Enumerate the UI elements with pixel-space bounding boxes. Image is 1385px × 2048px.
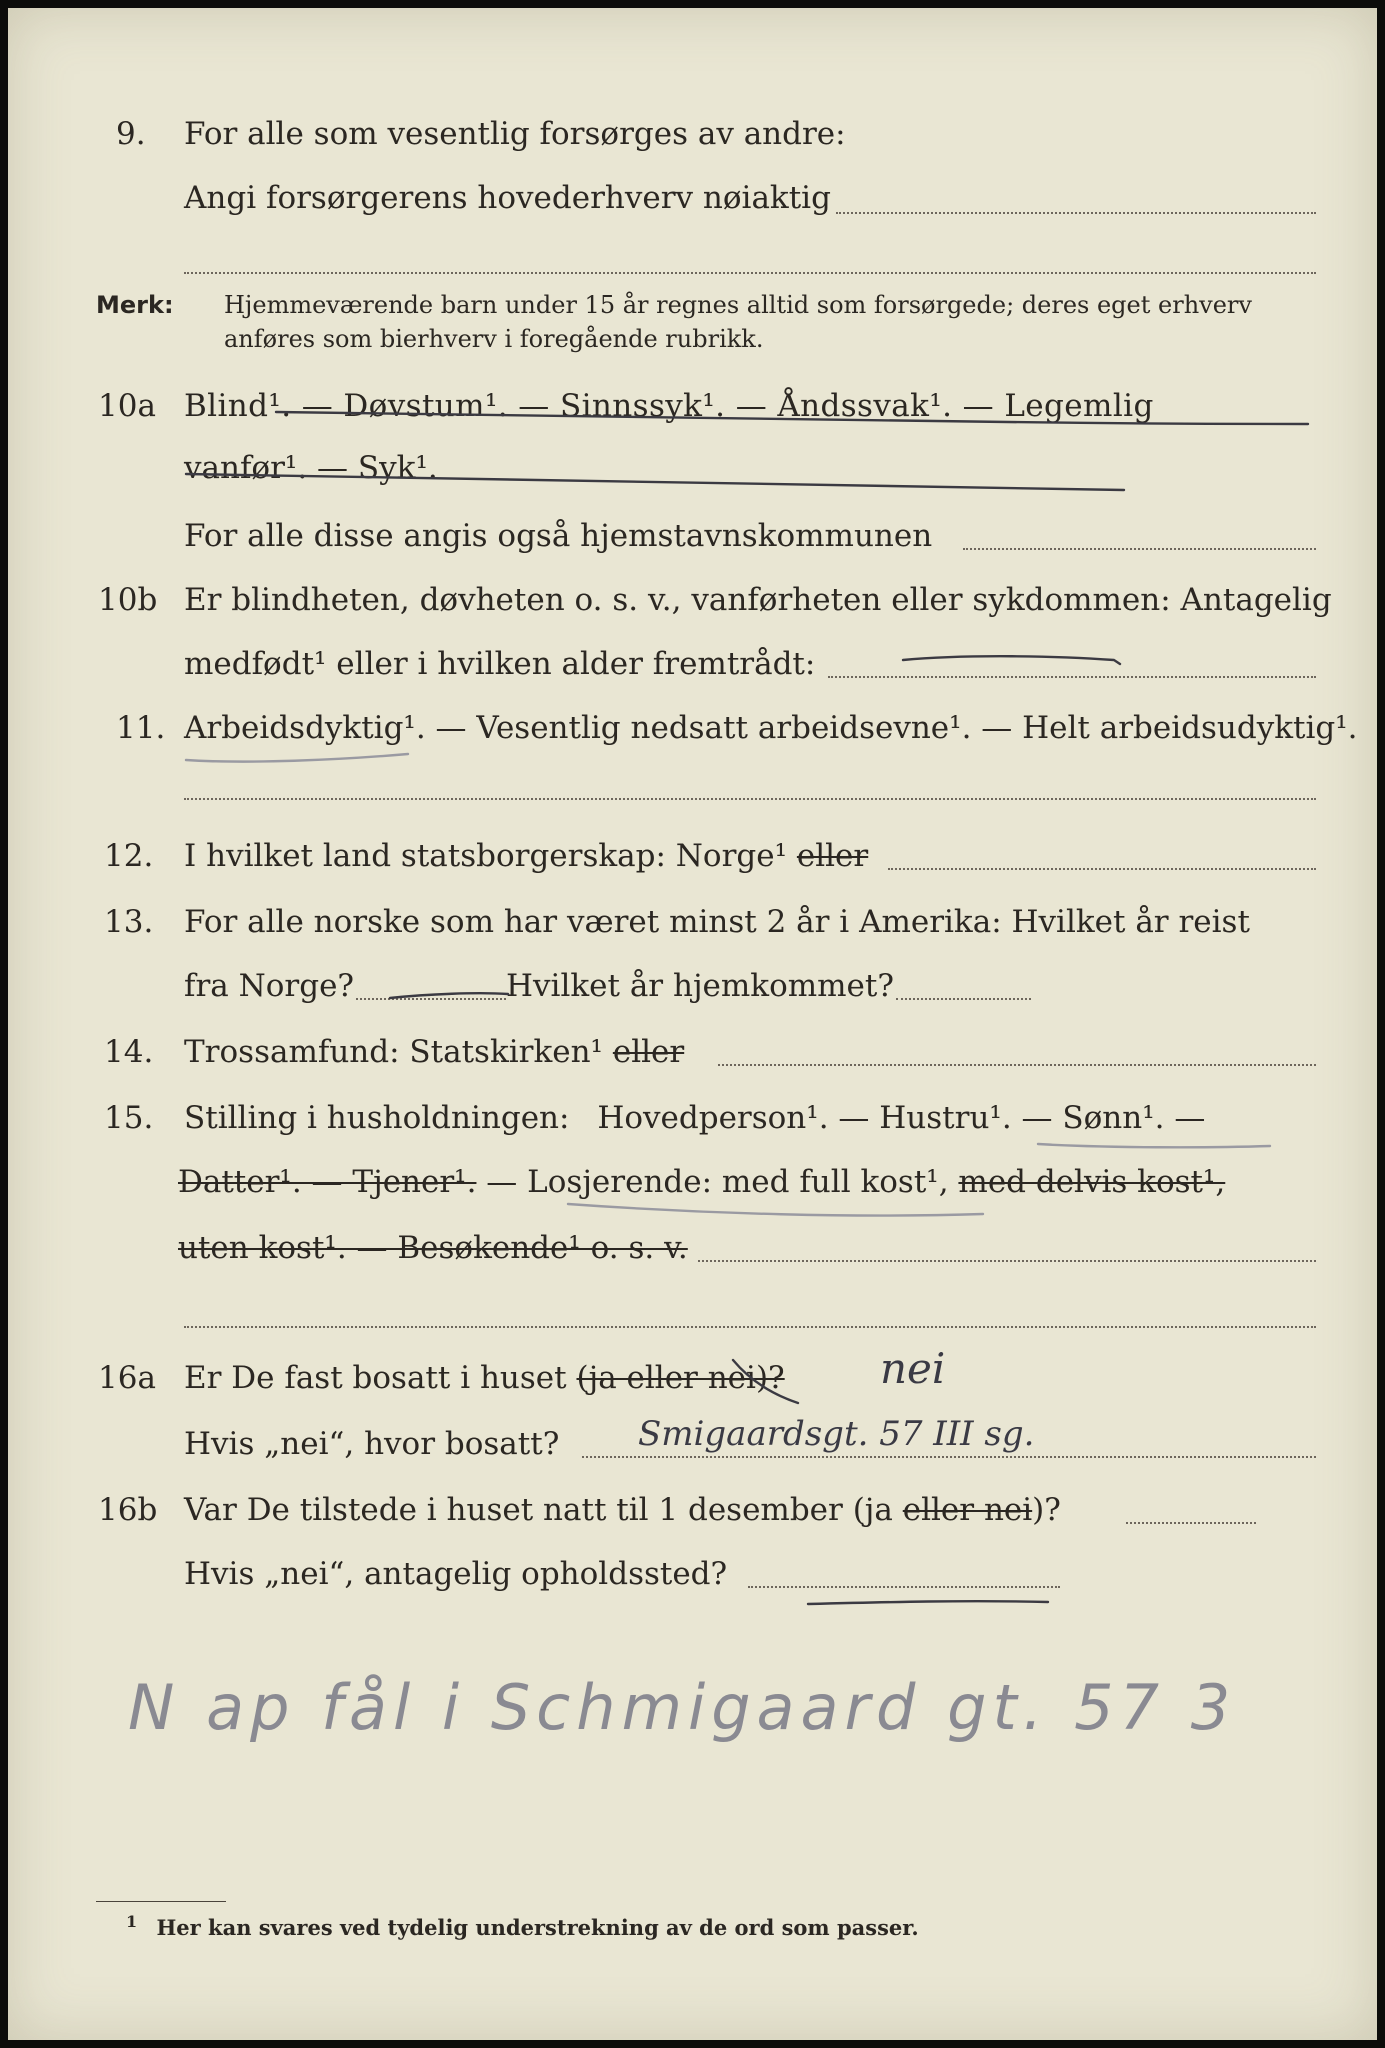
q16a-answer-nei: nei — [880, 1344, 946, 1393]
q16b-question: Var De tilstede i huset natt til 1 desember (ja — [184, 1492, 893, 1528]
q16a-struck-ja-eller-nei: (ja eller nei)? — [576, 1360, 785, 1396]
q10b-number: 10b — [98, 582, 158, 618]
q15-line2 — [178, 1164, 1225, 1200]
q12-struck-eller: eller — [796, 838, 869, 874]
q11-number: 11. — [116, 710, 166, 746]
q16a-answer-line — [582, 1456, 1316, 1458]
q10b-line1: Er blindheten, døvheten o. s. v., vanførheten eller sykdommen: Antagelig — [184, 582, 1332, 618]
q9-number: 9. — [116, 116, 146, 152]
q16a-answer-address: Smigaardsgt. 57 III sg. — [638, 1414, 1035, 1454]
q14-line — [184, 1034, 684, 1070]
q15-struck-datter-tjener: Datter¹. — Tjener¹. — [178, 1164, 477, 1200]
q13-line2a: fra Norge? — [184, 968, 355, 1004]
q16b-line2: Hvis „nei“, antagelig opholdssted? — [184, 1556, 728, 1592]
q12-answer-line — [888, 868, 1316, 870]
q16a-line1 — [184, 1360, 785, 1396]
q16a-line2: Hvis „nei“, hvor bosatt? — [184, 1426, 560, 1462]
footnote-mark: 1 — [126, 1912, 138, 1931]
q10a-line1: Blind¹. — Døvstum¹. — Sinnssyk¹. — Åndssvak¹. — Legemlig — [184, 388, 1154, 424]
q10a-answer-line — [963, 548, 1316, 550]
q16b-answer-line — [1126, 1522, 1256, 1524]
footnote-rule — [96, 1901, 226, 1902]
q16a-question: Er De fast bosatt i huset — [184, 1360, 567, 1396]
q10b-answer-line — [828, 676, 1316, 678]
q15-answer-line — [698, 1260, 1316, 1262]
footnote-text: Her kan svares ved tydelig understrekning av de ord som passer. — [156, 1915, 919, 1940]
q16b-answer-line2 — [748, 1586, 1060, 1588]
q15-label: Stilling i husholdningen: — [184, 1100, 570, 1136]
q15-line1 — [184, 1100, 1205, 1136]
q11-line1: Arbeidsdyktig¹. — Vesentlig nedsatt arbeidsevne¹. — Helt arbeidsudyktig¹. — [184, 710, 1358, 746]
q16b-line1 — [184, 1492, 1061, 1528]
q9-line1: For alle som vesentlig forsørges av andre: — [184, 116, 846, 152]
q10a-number: 10a — [98, 388, 156, 424]
q10b-line2: medfødt¹ eller i hvilken alder fremtrådt: — [184, 646, 816, 682]
q13-answer-line-hjem — [896, 998, 1031, 1000]
q13-line1: For alle norske som har været minst 2 år i Amerika: Hvilket år reist — [184, 904, 1250, 940]
q15-struck-uten-kost: uten kost¹. — Besøkende¹ o. s. v. — [178, 1230, 688, 1266]
q11-answer-line — [184, 798, 1316, 800]
q10a-line3: For alle disse angis også hjemstavnskommunen — [184, 518, 933, 554]
footnote — [126, 1912, 919, 1940]
q14-answer-line — [718, 1064, 1316, 1066]
q15-hovedperson-options: Hovedperson¹. — Hustru¹. — Sønn¹. — — [597, 1100, 1206, 1136]
pencil-underline-15 — [1038, 1144, 1270, 1147]
q12-text: I hvilket land statsborgerskap: Norge¹ — [184, 838, 788, 874]
pencil-underline-11 — [186, 754, 408, 762]
merk-line2: anføres som bierhverv i foregående rubrikk. — [224, 325, 764, 353]
q15-line3 — [178, 1230, 688, 1266]
q15-struck-delvis-kost: med delvis kost¹, — [958, 1164, 1226, 1200]
q16a-number: 16a — [98, 1360, 156, 1396]
q14-text: Trossamfund: Statskirken¹ — [184, 1034, 603, 1070]
q9-answer-line — [836, 212, 1316, 214]
pencil-note: N ap fål i Schmigaard gt. 57 3 — [128, 1671, 1237, 1744]
q16b-number: 16b — [98, 1492, 158, 1528]
merk-line1: Hjemmeværende barn under 15 år regnes alltid som forsørgede; deres eget erhverv — [224, 291, 1252, 319]
census-form-page — [8, 8, 1377, 2040]
q9-answer-line2 — [184, 272, 1316, 274]
ink-dash-16b — [808, 1601, 1048, 1604]
q13-line2b: Hvilket år hjemkommet? — [506, 968, 894, 1004]
q15-answer-line2 — [184, 1326, 1316, 1328]
q14-struck-eller: eller — [612, 1034, 685, 1070]
q14-number: 14. — [104, 1034, 154, 1070]
q10a-line2: vanfør¹. — Syk¹. — [184, 450, 438, 486]
q16b-struck-eller-nei: eller nei — [902, 1492, 1033, 1528]
merk-label: Merk: — [96, 291, 174, 319]
q13-number: 13. — [104, 904, 154, 940]
ink-dash-10b — [903, 656, 1120, 664]
q16b-close: )? — [1032, 1492, 1061, 1528]
q15-number: 15. — [104, 1100, 154, 1136]
pencil-underline-15-kost — [568, 1204, 983, 1216]
q15-losjerende: — Losjerende: med full kost¹, — [476, 1164, 949, 1200]
q12-number: 12. — [104, 838, 154, 874]
q13-answer-line-reist — [356, 998, 506, 1000]
q9-line2: Angi forsørgerens hovederhverv nøiaktig — [184, 180, 831, 216]
q12-line — [184, 838, 868, 874]
